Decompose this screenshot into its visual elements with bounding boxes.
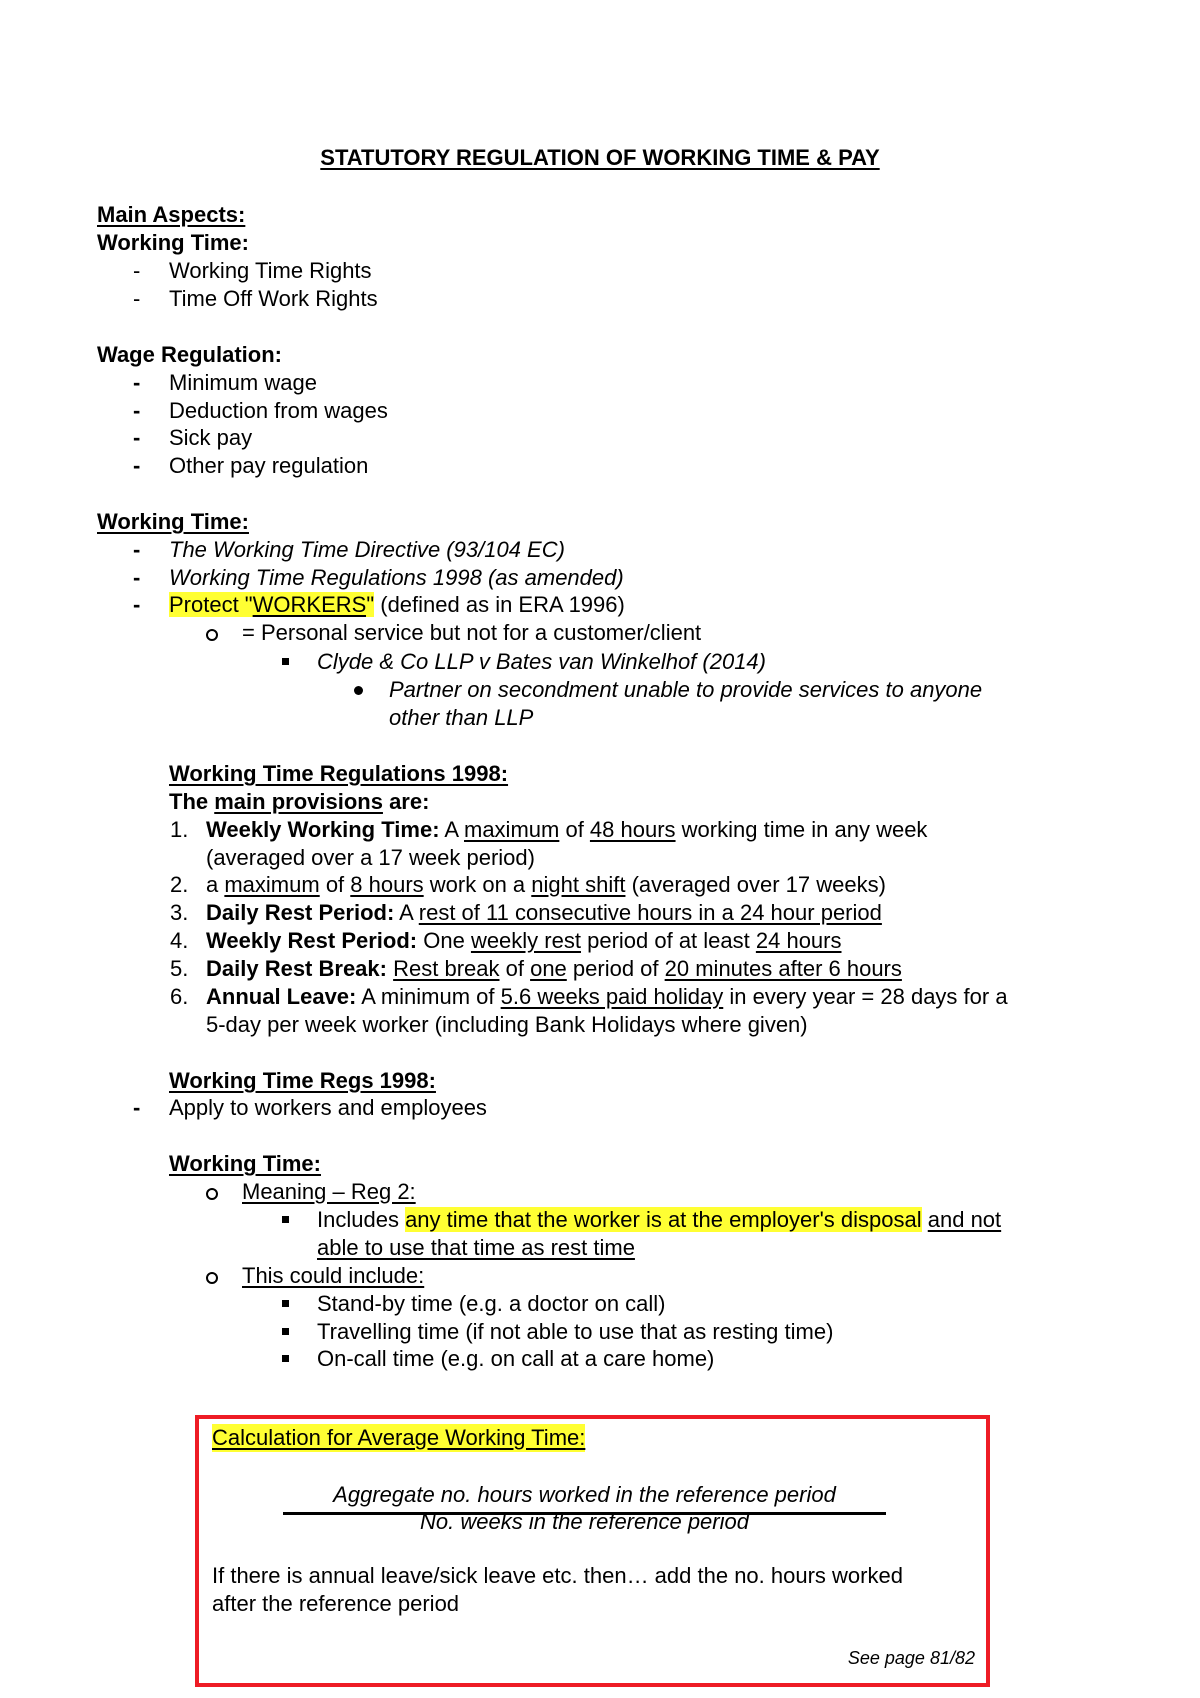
provision-6-cont: 5-day per week worker (including Bank Holidays where given) bbox=[206, 1012, 808, 1037]
text: of bbox=[319, 872, 351, 897]
formula-numerator: Aggregate no. hours worked in the reference period bbox=[333, 1482, 836, 1507]
includes-line bbox=[317, 1206, 1001, 1234]
dash-bullet: - bbox=[133, 286, 141, 311]
case-note-cont: other than LLP bbox=[389, 705, 534, 730]
main-aspects-heading: Main Aspects: bbox=[97, 202, 246, 227]
dash-bullet: - bbox=[133, 1095, 141, 1120]
wtr-regs-heading: Working Time Regs 1998: bbox=[169, 1068, 436, 1093]
text: period of bbox=[566, 956, 665, 981]
list-item: = Personal service but not for a customer/client bbox=[242, 620, 702, 645]
provision-5 bbox=[206, 955, 902, 983]
defined-text: (defined as in ERA 1996) bbox=[374, 592, 625, 617]
meaning-reg: Meaning – Reg 2: bbox=[242, 1179, 416, 1204]
sub-text: The bbox=[169, 789, 215, 814]
text: rest of 11 consecutive hours in a 24 hour period bbox=[418, 900, 882, 925]
highlight-text: any time that the worker is at the employer's disposal bbox=[405, 1207, 922, 1232]
includes-line-cont: able to use that time as rest time bbox=[317, 1235, 635, 1260]
text: A bbox=[439, 817, 464, 842]
circle-bullet-icon bbox=[206, 629, 218, 641]
text: of bbox=[499, 956, 531, 981]
text: Includes bbox=[317, 1207, 406, 1232]
text: maximum bbox=[464, 817, 560, 842]
text: one bbox=[530, 956, 567, 981]
provision-label: Weekly Rest Period: bbox=[206, 928, 418, 953]
protect-workers-line bbox=[169, 591, 625, 619]
text: Rest break bbox=[393, 956, 500, 981]
list-number: 4. bbox=[170, 928, 189, 953]
list-number: 2. bbox=[170, 872, 189, 897]
circle-bullet-icon bbox=[206, 1272, 218, 1284]
calc-note: If there is annual leave/sick leave etc. then… add the no. hours worked bbox=[212, 1563, 903, 1588]
text: a bbox=[206, 872, 225, 897]
list-item: Stand-by time (e.g. a doctor on call) bbox=[317, 1291, 666, 1316]
text: 48 hours bbox=[589, 817, 676, 842]
wt-meaning-heading: Working Time: bbox=[169, 1151, 321, 1176]
workers-text: WORKERS bbox=[252, 592, 367, 617]
provision-3 bbox=[206, 899, 882, 927]
list-item: Other pay regulation bbox=[169, 453, 369, 478]
text: and not bbox=[927, 1207, 1002, 1232]
text: weekly rest bbox=[470, 928, 581, 953]
list-item: Minimum wage bbox=[169, 370, 317, 395]
text: One bbox=[417, 928, 471, 953]
text: working time in any week bbox=[675, 817, 928, 842]
list-item: The Working Time Directive (93/104 EC) bbox=[169, 537, 565, 562]
list-item: Working Time Rights bbox=[169, 258, 372, 283]
dash-bullet: - bbox=[133, 592, 141, 617]
provision-label: Weekly Working Time: bbox=[206, 817, 440, 842]
list-item: On-call time (e.g. on call at a care home) bbox=[317, 1346, 715, 1371]
list-item: Apply to workers and employees bbox=[169, 1095, 487, 1120]
list-number: 1. bbox=[170, 817, 189, 842]
square-bullet-icon bbox=[282, 658, 289, 665]
square-bullet-icon bbox=[282, 1300, 289, 1307]
provision-4 bbox=[206, 927, 842, 955]
protect-text: Protect " bbox=[169, 592, 253, 617]
text: period of at least bbox=[580, 928, 756, 953]
list-item: Deduction from wages bbox=[169, 398, 388, 423]
wtr-heading: Working Time Regulations 1998: bbox=[169, 761, 509, 786]
wtr-subheading bbox=[169, 788, 429, 816]
provision-label: Daily Rest Break: bbox=[206, 956, 387, 981]
dash-bullet: - bbox=[133, 537, 141, 562]
case-name: Clyde & Co LLP v Bates van Winkelhof (2014) bbox=[317, 649, 766, 674]
see-page-note: See page 81/82 bbox=[847, 1648, 975, 1668]
text: night shift bbox=[531, 872, 626, 897]
sub-text: are: bbox=[382, 789, 430, 814]
provision-label: Daily Rest Period: bbox=[206, 900, 395, 925]
square-bullet-icon bbox=[282, 1355, 289, 1362]
text: 5.6 weeks paid holiday bbox=[500, 984, 724, 1009]
page-title: STATUTORY REGULATION OF WORKING TIME & PAY bbox=[320, 145, 880, 170]
provision-1 bbox=[206, 816, 927, 844]
dot-bullet-icon bbox=[354, 686, 363, 695]
dash-bullet: - bbox=[133, 258, 141, 283]
text: A bbox=[394, 900, 419, 925]
dash-bullet: - bbox=[133, 370, 141, 395]
list-number: 6. bbox=[170, 984, 189, 1009]
text: (averaged over 17 weeks) bbox=[625, 872, 886, 897]
dash-bullet: - bbox=[133, 565, 141, 590]
circle-bullet-icon bbox=[206, 1188, 218, 1200]
text: in every year = 28 days for a bbox=[723, 984, 1008, 1009]
list-item: Sick pay bbox=[169, 425, 253, 450]
square-bullet-icon bbox=[282, 1328, 289, 1335]
wage-regulation-heading: Wage Regulation: bbox=[97, 342, 282, 367]
dash-bullet: - bbox=[133, 425, 141, 450]
text: 8 hours bbox=[350, 872, 424, 897]
text: 24 hours bbox=[755, 928, 842, 953]
provision-label: Annual Leave: bbox=[206, 984, 357, 1009]
provision-1-cont: (averaged over a 17 week period) bbox=[206, 845, 535, 870]
list-number: 5. bbox=[170, 956, 189, 981]
list-item: Travelling time (if not able to use that as resting time) bbox=[317, 1319, 834, 1344]
text: maximum bbox=[224, 872, 320, 897]
text: A minimum of bbox=[356, 984, 501, 1009]
list-number: 3. bbox=[170, 900, 189, 925]
main-provisions-text: main provisions bbox=[214, 789, 383, 814]
calc-note-cont: after the reference period bbox=[212, 1591, 460, 1616]
dash-bullet: - bbox=[133, 398, 141, 423]
text: 20 minutes after 6 hours bbox=[664, 956, 902, 981]
working-time-heading: Working Time: bbox=[97, 509, 249, 534]
text: work on a bbox=[423, 872, 532, 897]
working-time-subheading: Working Time: bbox=[97, 230, 249, 255]
could-include: This could include: bbox=[242, 1263, 425, 1288]
formula-denominator: No. weeks in the reference period bbox=[420, 1509, 749, 1534]
text: of bbox=[559, 817, 590, 842]
list-item: Time Off Work Rights bbox=[169, 286, 378, 311]
provision-2 bbox=[206, 871, 886, 899]
list-item: Working Time Regulations 1998 (as amended) bbox=[169, 565, 624, 590]
provision-6 bbox=[206, 983, 1008, 1011]
case-note: Partner on secondment unable to provide services to anyone bbox=[389, 677, 983, 702]
calc-heading: Calculation for Average Working Time: bbox=[212, 1425, 586, 1450]
quote-text: " bbox=[366, 592, 375, 617]
dash-bullet: - bbox=[133, 453, 141, 478]
square-bullet-icon bbox=[282, 1216, 289, 1223]
